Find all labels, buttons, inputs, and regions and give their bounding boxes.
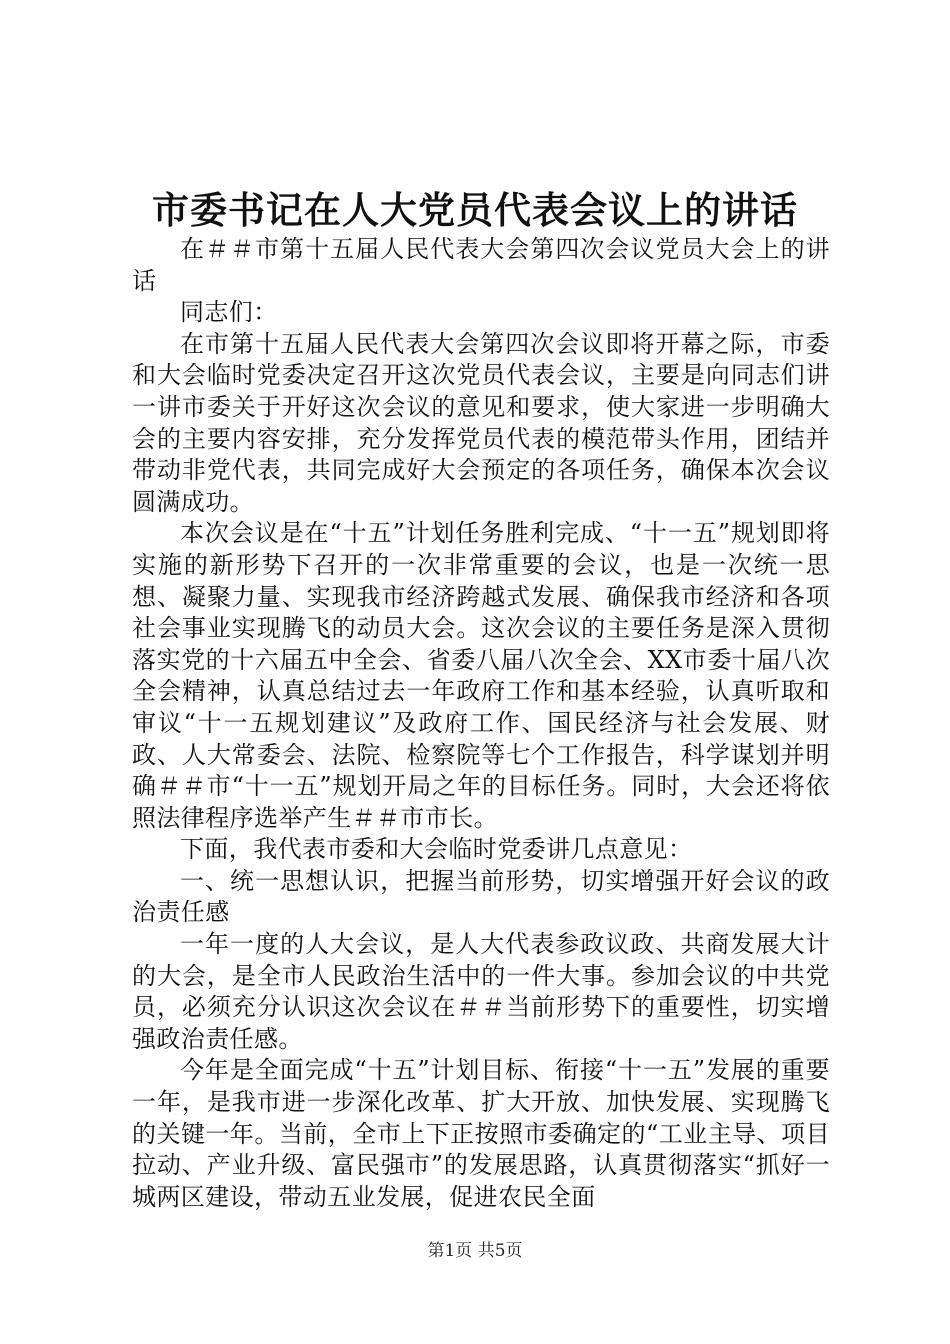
paragraph-salutation: 同志们：	[180, 298, 278, 327]
paragraph: 今年是全面完成“十五”计划目标、衔接“十一五”发展的重要一年，是我市进一步深化改革、扩大开放、加快发展、实现腾飞的关键一年。当前，全市上下正按照市委确定的“工业主导、项目拉动、产业升级、富民强市”的发展思路，认真贯彻落实“抓好一城两区建设，带动五业发展，促进农民全面	[132, 1056, 830, 1211]
document-title: 市委书记在人大党员代表会议上的讲话	[152, 188, 798, 232]
paragraph: 在市第十五届人民代表大会第四次会议即将开幕之际，市委和大会临时党委决定召开这次党员代表会议，主要是向同志们讲一讲市委关于开好这次会议的意见和要求，使大家进一步明确大会的主要内容安排，充分发挥党员代表的模范带头作用，团结并带动非党代表，共同完成好大会预定的各项任务，确保本次会议圆满成功。	[132, 329, 830, 516]
paragraph: 一年一度的人大会议，是人大代表参政议政、共商发展大计的大会，是全市人民政治生活中的一件大事。参加会议的中共党员，必须充分认识这次会议在＃＃当前形势下的重要性，切实增强政治责任感。	[132, 930, 830, 1053]
paragraph-subtitle: 在＃＃市第十五届人民代表大会第四次会议党员大会上的讲话	[132, 235, 830, 295]
page-footer: 第1页 共5页	[427, 1241, 523, 1261]
paragraph: 下面，我代表市委和大会临时党委讲几点意见：	[180, 835, 693, 864]
document-body	[132, 234, 830, 1213]
paragraph: 本次会议是在“十五”计划任务胜利完成、“十一五”规划即将实施的新形势下召开的一次非常重要的会议，也是一次统一思想、凝聚力量、实现我市经济跨越式发展、确保我市经济和各项社会事业实现腾飞的动员大会。这次会议的主要任务是深入贯彻落实党的十六届五中全会、省委八届八次全会、XX市委十届八次全会精神，认真总结过去一年政府工作和基本经验，认真听取和审议“十一五规划建议”及政府工作、国民经济与社会发展、财政、人大常委会、法院、检察院等七个工作报告，科学谋划并明确＃＃市“十一五”规划开局之年的目标任务。同时，大会还将依照法律程序选举产生＃＃市市长。	[132, 519, 830, 832]
section-heading: 一、统一思想认识，把握当前形势，切实增强开好会议的政治责任感	[132, 866, 830, 927]
